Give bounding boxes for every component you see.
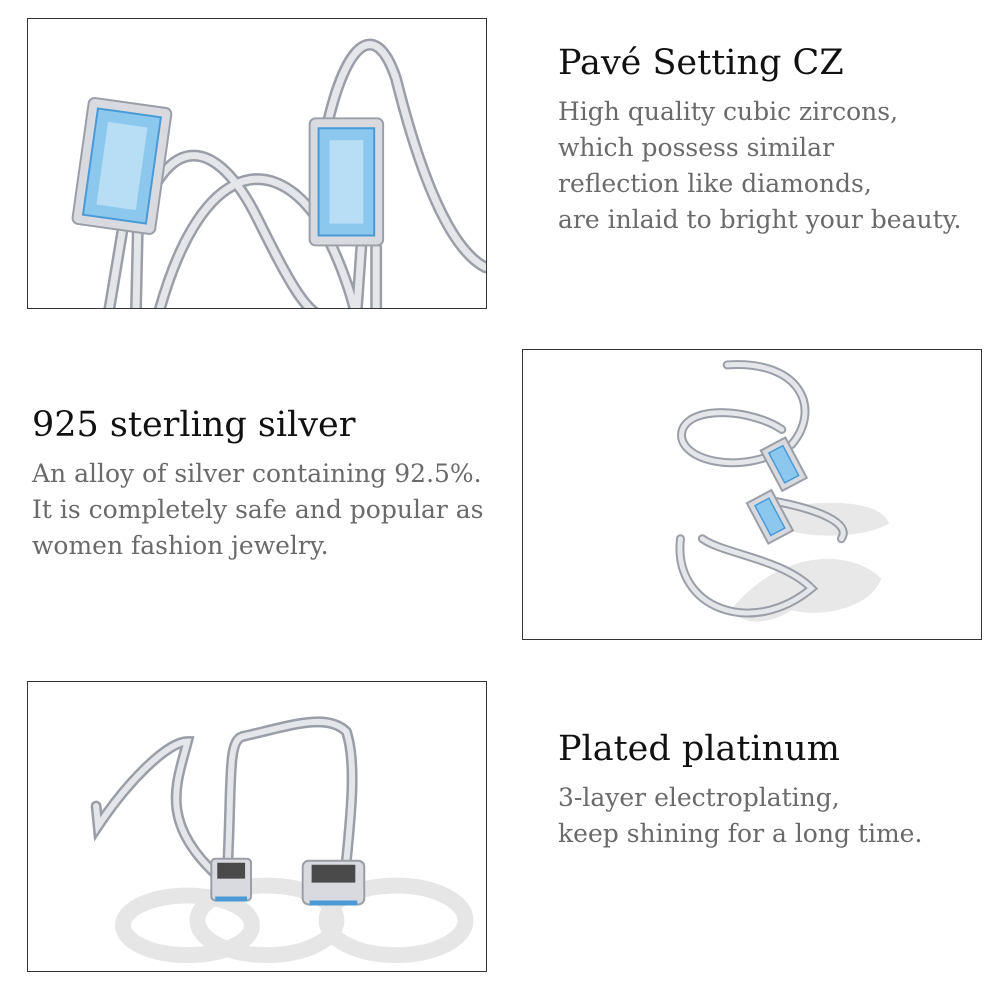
feature-text-line: It is completely safe and popular as bbox=[32, 495, 484, 524]
ear-cuff-side-photo-icon bbox=[523, 350, 981, 639]
ear-cuff-spiral-photo-icon bbox=[28, 682, 486, 971]
feature-text-line: are inlaid to bright your beauty. bbox=[558, 205, 962, 234]
feature-pave-setting bbox=[558, 42, 961, 238]
cube-end-right bbox=[303, 861, 365, 906]
feature-text-line: 3-layer electroplating, bbox=[558, 783, 840, 812]
product-image-spiral bbox=[27, 681, 487, 972]
blue-stone-upper bbox=[761, 438, 807, 491]
product-image-side bbox=[522, 349, 982, 640]
feature-text-line: which possess similar bbox=[558, 133, 835, 162]
feature-title: 925 sterling silver bbox=[32, 405, 356, 445]
feature-text-line: High quality cubic zircons, bbox=[558, 97, 899, 126]
blue-stone-lower bbox=[747, 490, 793, 543]
feature-text-line: women fashion jewelry. bbox=[32, 531, 329, 560]
feature-sterling-silver bbox=[32, 404, 483, 564]
cube-end-left bbox=[211, 859, 251, 902]
feature-text-line: reflection like diamonds, bbox=[558, 169, 872, 198]
feature-text-line: An alloy of silver containing 92.5%. bbox=[32, 459, 482, 488]
feature-text-line: keep shining for a long time. bbox=[558, 819, 923, 848]
feature-title: Pavé Setting CZ bbox=[558, 43, 844, 83]
feature-title: Plated platinum bbox=[558, 729, 840, 769]
feature-plated-platinum bbox=[558, 728, 922, 852]
product-image-closeup bbox=[27, 18, 487, 309]
blue-stone-right bbox=[310, 118, 383, 245]
shadow bbox=[123, 886, 466, 956]
ring-closeup-photo-icon bbox=[28, 19, 486, 308]
blue-stone-left bbox=[72, 97, 172, 234]
